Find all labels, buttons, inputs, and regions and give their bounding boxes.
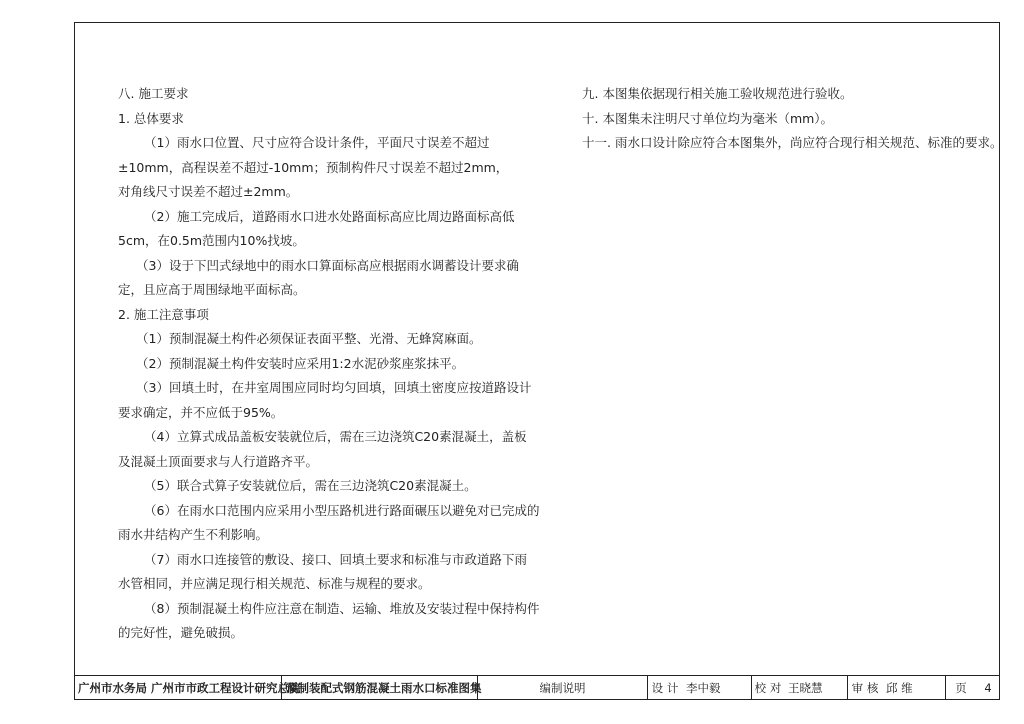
additional-notes [582, 82, 1003, 156]
requirement-line: （7）雨水口连接管的敷设、接口、回填土要求和标准与市政道路下雨 [144, 551, 527, 567]
page-number: 4 [984, 681, 992, 695]
page-label: 页 [955, 681, 967, 695]
construction-requirements [118, 82, 540, 646]
requirement-line: （2）施工完成后，道路雨水口进水处路面标高应比周边路面标高低 [144, 208, 515, 224]
title-block [74, 675, 1000, 700]
requirement-line: （4）立算式成品盖板安装就位后，需在三边浇筑C20素混凝土，盖板 [144, 429, 527, 444]
requirement-line: 及混凝土顶面要求与人行道路齐平。 [118, 453, 319, 469]
requirement-line: （1）雨水口位置、尺寸应符合设计条件，平面尺寸误差不超过 [144, 135, 490, 150]
requirement-line: 雨水井结构产生不利影响。 [118, 527, 269, 542]
note-item: 十. 本图集未注明尺寸单位均为毫米（mm）。 [582, 110, 834, 126]
design-label: 设 计 [651, 681, 679, 695]
designer: 李中毅 [682, 676, 752, 700]
note-item: 十一. 雨水口设计除应符合本图集外，尚应符合现行相关规范、标准的要求。 [582, 135, 1003, 150]
requirement-line: 八. 施工要求 [118, 86, 189, 101]
requirement-line: （3）回填土时，在井室周围应同时均匀回填，回填土密度应按道路设计 [136, 380, 532, 395]
requirement-line: 1. 总体要求 [118, 110, 184, 126]
requirement-line: 2. 施工注意事项 [118, 306, 209, 322]
requirement-line: （5）联合式算子安装就位后，需在三边浇筑C20素混凝土。 [144, 478, 477, 493]
requirement-line: （6）在雨水口范围内应采用小型压路机进行路面碾压以避免对已完成的 [144, 502, 540, 518]
review-label: 审 核 [851, 681, 879, 695]
check-label: 校 对 [754, 681, 782, 695]
requirement-line: 的完好性，避免破损。 [118, 625, 244, 640]
reviewer: 邱 维 [882, 676, 946, 700]
atlas-title: 预制装配式钢筋混凝土雨水口标准图集 [282, 676, 478, 700]
requirement-line: ±10mm，高程误差不超过-10mm；预制构件尺寸误差不超过2mm， [118, 159, 509, 175]
requirement-line: 定，且应高于周围绿地平面标高。 [118, 282, 306, 297]
requirement-line: 5cm，在0.5m范围内10%找坡。 [118, 233, 305, 248]
requirement-line: （1）预制混凝土构件必须保证表面平整、光滑、无蜂窝麻面。 [136, 331, 482, 346]
requirement-line: （2）预制混凝土构件安装时应采用1:2水泥砂浆座浆抹平。 [136, 355, 465, 371]
requirement-line: （8）预制混凝土构件应注意在制造、运输、堆放及安装过程中保持构件 [144, 600, 540, 616]
note-item: 九. 本图集依据现行相关施工验收规范进行验收。 [582, 86, 853, 101]
checker: 王晓慧 [784, 676, 848, 700]
requirement-line: 要求确定，并不应低于95%。 [118, 404, 284, 420]
requirement-line: 水管相同，并应满足现行相关规范、标准与规程的要求。 [118, 576, 431, 591]
requirement-line: （3）设于下凹式绿地中的雨水口算面标高应根据雨水调蓄设计要求确 [136, 257, 519, 273]
organization: 广州市水务局 广州市市政工程设计研究总院 [74, 676, 282, 700]
requirement-line: 对角线尺寸误差不超过±2mm。 [118, 184, 299, 199]
sheet-title: 编制说明 [478, 676, 648, 700]
